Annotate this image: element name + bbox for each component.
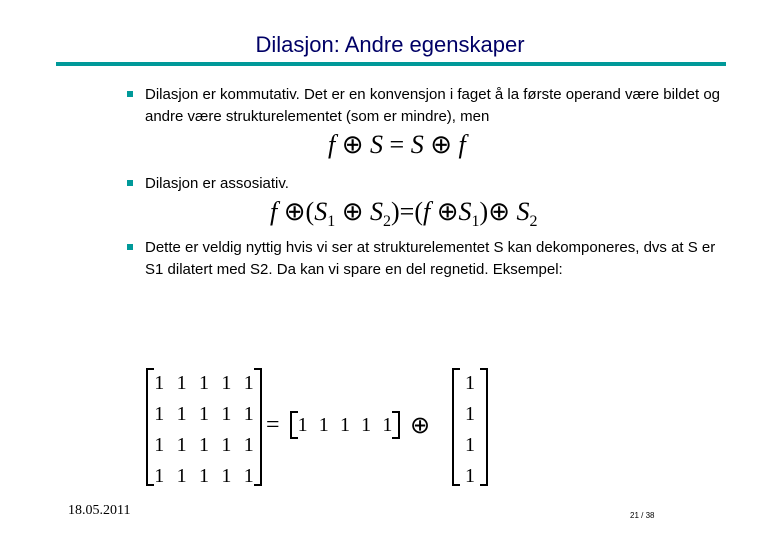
- matrix-cell: 1: [198, 434, 209, 456]
- oplus-symbol: ⊕: [283, 197, 306, 226]
- matrix-cell: 1: [176, 465, 187, 487]
- matrix-cell: 1: [154, 372, 165, 394]
- bullet-lead: Dilasjon er assosiativ.: [145, 175, 289, 192]
- formula-associative: [270, 197, 538, 231]
- equals-symbol: =: [266, 412, 280, 438]
- equals-symbol: =: [389, 130, 405, 159]
- matrix-cell: 1: [318, 414, 329, 436]
- symbol-S: S: [370, 130, 384, 159]
- formula-commutative: [328, 130, 466, 160]
- bullet-marker: [127, 180, 133, 186]
- matrix-cell: 1: [154, 434, 165, 456]
- matrix-cell: 1: [198, 372, 209, 394]
- matrix-cell: 1: [243, 434, 254, 456]
- subscript-2: 2: [383, 213, 391, 231]
- matrix-cell: 1: [176, 434, 187, 456]
- oplus-symbol: ⊕: [488, 197, 511, 226]
- matrix-cell: 1: [382, 414, 393, 436]
- matrix-cell: 1: [198, 465, 209, 487]
- matrix-cell: 1: [465, 465, 475, 487]
- oplus-symbol: ⊕: [436, 197, 459, 226]
- matrix-cell: 1: [465, 434, 475, 456]
- matrix-row: [292, 411, 398, 439]
- subscript-1: 1: [471, 213, 480, 231]
- paren-open: (: [305, 197, 315, 226]
- matrix-cell: 1: [339, 414, 350, 436]
- bullet-text: [145, 84, 735, 128]
- symbol-f: f: [423, 197, 431, 226]
- matrix-cell: 1: [176, 403, 187, 425]
- symbol-f: f: [270, 197, 278, 226]
- symbol-f: f: [458, 130, 466, 159]
- slide-title: Dilasjon: Andre egenskaper: [255, 32, 525, 57]
- matrix-cell: 1: [154, 403, 165, 425]
- left-matrix: [146, 368, 262, 486]
- matrix-cell: 1: [465, 403, 475, 425]
- matrix-cell: 1: [361, 414, 372, 436]
- symbol-S1: S: [314, 197, 328, 226]
- oplus-symbol: ⊕: [410, 413, 431, 439]
- bullet-marker: [127, 91, 133, 97]
- paren-open: (: [414, 197, 424, 226]
- bullet-text: [145, 237, 735, 281]
- bullet-body: Dette er veldig nyttig hvis vi ser at strukturelementet S kan dekomponeres, dvs at S er S1 dilatert med S2. Da kan vi spare en del regnetid. Eksempel:: [145, 239, 716, 278]
- matrix-cell: 1: [221, 403, 232, 425]
- matrix-cell: 1: [243, 372, 254, 394]
- symbol-S: S: [410, 130, 424, 159]
- symbol-S1: S: [458, 197, 472, 226]
- matrix-cell: 1: [154, 465, 165, 487]
- matrix-row: [148, 461, 260, 492]
- matrix-cell: 1: [243, 465, 254, 487]
- matrix-row: [454, 461, 486, 492]
- matrix-row: [454, 430, 486, 461]
- symbol-S2: S: [370, 197, 383, 226]
- oplus-symbol: ⊕: [341, 197, 364, 226]
- matrix-row: [454, 399, 486, 430]
- matrix-cell: 1: [221, 434, 232, 456]
- oplus-symbol: ⊕: [430, 130, 452, 159]
- page-number: 21 / 38: [630, 511, 655, 520]
- paren-close: ): [479, 197, 489, 226]
- footer-date: 18.05.2011: [68, 503, 131, 518]
- bullet-body: Det er en konvensjon i faget å la første operand være bildet og andre være strukturelementet (som er mindre), men: [145, 86, 721, 125]
- symbol-S2: S: [516, 197, 530, 226]
- oplus-symbol: ⊕: [341, 130, 364, 159]
- title-underline: [56, 62, 726, 66]
- matrix-cell: 1: [243, 403, 254, 425]
- matrix-cell: 1: [465, 372, 475, 394]
- subscript-2: 2: [529, 213, 538, 231]
- subscript-1: 1: [327, 213, 336, 231]
- matrix-cell: 1: [221, 465, 232, 487]
- matrix-row: [148, 399, 260, 430]
- row-vector: [290, 411, 400, 439]
- matrix-cell: 1: [221, 372, 232, 394]
- bullet-lead: Dilasjon er kommutativ.: [145, 86, 300, 103]
- matrix-row: [148, 368, 260, 399]
- matrix-row: [148, 430, 260, 461]
- matrix-row: [454, 368, 486, 399]
- bullet-text: [145, 173, 735, 195]
- symbol-f: f: [328, 130, 336, 159]
- matrix-cell: 1: [297, 414, 308, 436]
- column-vector: [452, 368, 488, 486]
- matrix-cell: 1: [198, 403, 209, 425]
- matrix-cell: 1: [176, 372, 187, 394]
- paren-close: ): [391, 197, 400, 226]
- equals-symbol: =: [399, 197, 415, 226]
- bullet-marker: [127, 244, 133, 250]
